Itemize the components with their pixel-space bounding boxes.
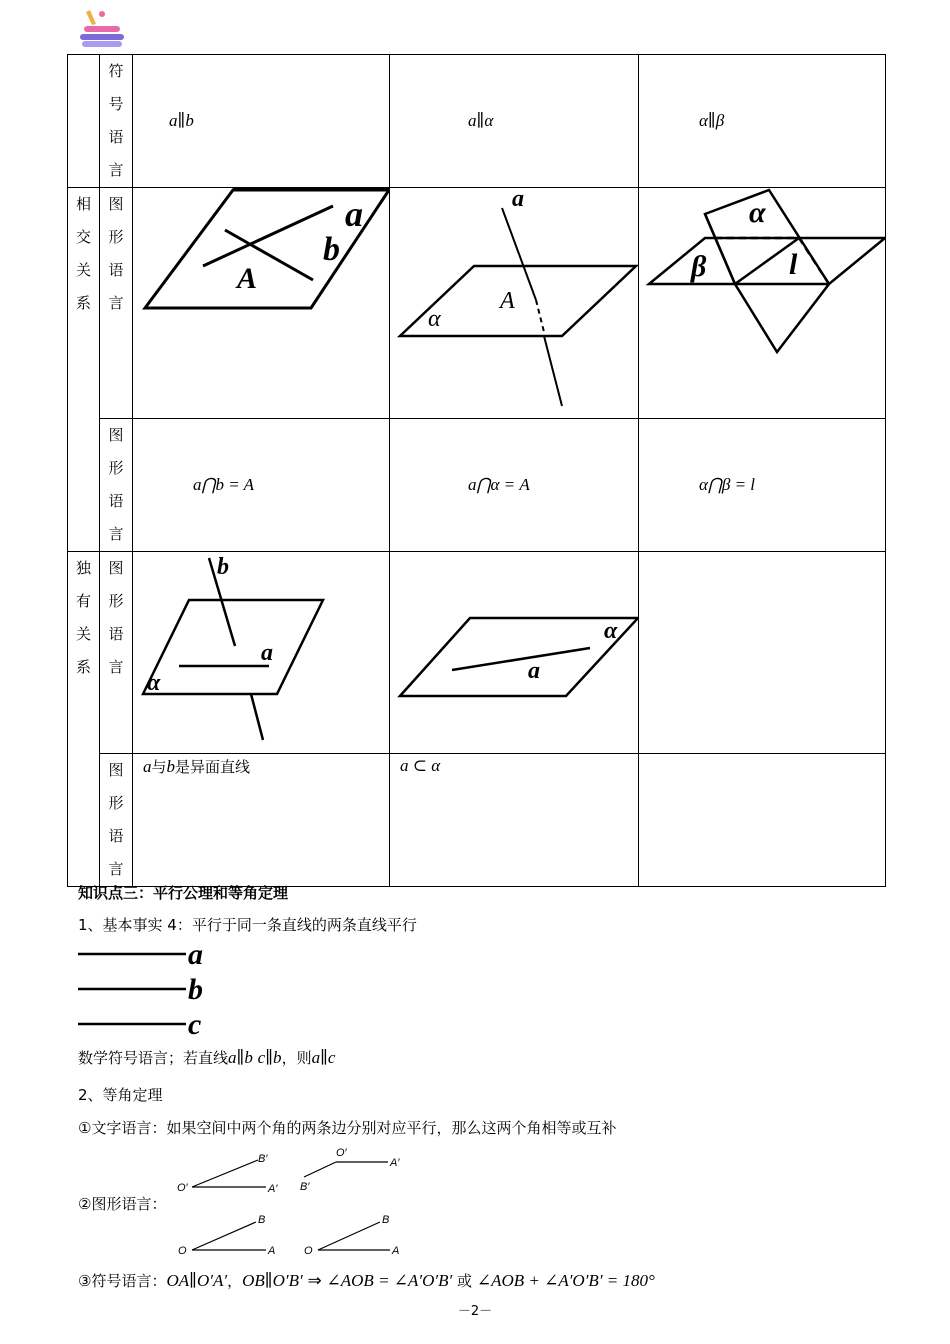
label-B: B	[258, 1214, 266, 1226]
label-alpha: α	[147, 670, 161, 696]
symbol-line-plane-parallel: a∥α	[390, 55, 639, 188]
label-B-prime-2: B′	[300, 1181, 310, 1193]
equal-angle-figures	[174, 1144, 414, 1260]
label-alpha: α	[428, 306, 441, 332]
label-b: b	[217, 554, 229, 580]
label-a: a	[261, 640, 273, 666]
label-A: A	[268, 1245, 276, 1257]
label-alpha: α	[749, 196, 766, 229]
empty-cell	[639, 552, 886, 754]
row-label: 符 号 语 言	[100, 55, 133, 188]
figure-line-in-plane	[390, 552, 639, 754]
label-A-prime: A′	[268, 1183, 278, 1195]
theorem-title: 2、等角定理	[78, 1086, 163, 1104]
label-a: a	[528, 658, 540, 684]
empty-cell	[639, 754, 886, 887]
symbol-planes-parallel: α∥β	[639, 55, 886, 188]
label-l: l	[789, 248, 798, 281]
label-O-prime: O′	[177, 1182, 188, 1194]
symbol-planes-intersect: α⋂β = l	[639, 419, 886, 552]
label-A-prime-2: A′	[390, 1157, 400, 1169]
math-symbol-language: 数学符号语言；若直线a∥b c∥b，则a∥c	[78, 1048, 336, 1067]
label-B-2: B	[382, 1214, 390, 1226]
row-label: 图 形 语 言	[100, 419, 133, 552]
label-a: a	[345, 194, 363, 234]
label-b: b	[323, 231, 340, 268]
symbol-row-parallel	[68, 55, 886, 188]
label-a: a	[512, 188, 524, 212]
symbol-row-intersect	[68, 419, 886, 552]
line-label-c: c	[188, 1008, 202, 1038]
line-label-b: b	[188, 973, 203, 1006]
three-parallel-lines-figure	[76, 938, 216, 1038]
row-label: 图 形 语 言	[100, 552, 133, 754]
label-O: O	[178, 1245, 187, 1257]
figure-intersecting-lines	[133, 188, 390, 419]
figure-row-unique	[68, 552, 886, 754]
line-in-plane-symbol: a ⊂ α	[390, 754, 639, 887]
relationship-table	[67, 54, 886, 887]
symbol-language: ③符号语言：OA∥O′A′，OB∥O′B′ ⇒ ∠AOB = ∠A′O′B′ 或 ∠AOB + ∠A′O′B′ = 180°	[78, 1271, 655, 1291]
label-O-prime-2: O′	[336, 1147, 347, 1159]
empty-cell	[68, 55, 100, 188]
row-label: 图 形 语 言	[100, 188, 133, 419]
skew-lines-statement: a与b是异面直线	[133, 754, 390, 887]
text-language: ①文字语言：如果空间中两个角的两条边分别对应平行，那么这两个角相等或互补	[78, 1119, 617, 1137]
page-number: －2－	[457, 1304, 493, 1319]
group-label-unique: 独 有 关 系	[68, 552, 100, 887]
label-A: A	[500, 288, 515, 314]
book-stack-logo	[78, 8, 130, 50]
figure-planes-intersect	[639, 188, 886, 419]
figure-language-label: ②图形语言：	[78, 1195, 167, 1213]
group-label-intersect: 相 交 关 系	[68, 188, 100, 552]
symbol-line-plane-intersect: a⋂α = A	[390, 419, 639, 552]
label-alpha: α	[604, 618, 618, 644]
fact-4-statement: 1、基本事实 4：平行于同一条直线的两条直线平行	[78, 916, 417, 934]
label-A-2: A	[392, 1245, 400, 1257]
symbol-lines-intersect: a⋂b = A	[133, 419, 390, 552]
symbol-row-unique	[68, 754, 886, 887]
line-label-a: a	[188, 938, 203, 971]
label-beta: β	[691, 250, 707, 283]
label-A: A	[237, 262, 258, 295]
row-label: 图 形 语 言	[100, 754, 133, 887]
figure-line-plane-intersect	[390, 188, 639, 419]
section-heading: 知识点三：平行公理和等角定理	[78, 884, 289, 902]
label-B-prime: B′	[258, 1153, 268, 1165]
label-O-2: O	[304, 1245, 313, 1257]
figure-row-intersect	[68, 188, 886, 419]
symbol-lines-parallel: a∥b	[133, 55, 390, 188]
figure-skew-lines	[133, 552, 390, 754]
